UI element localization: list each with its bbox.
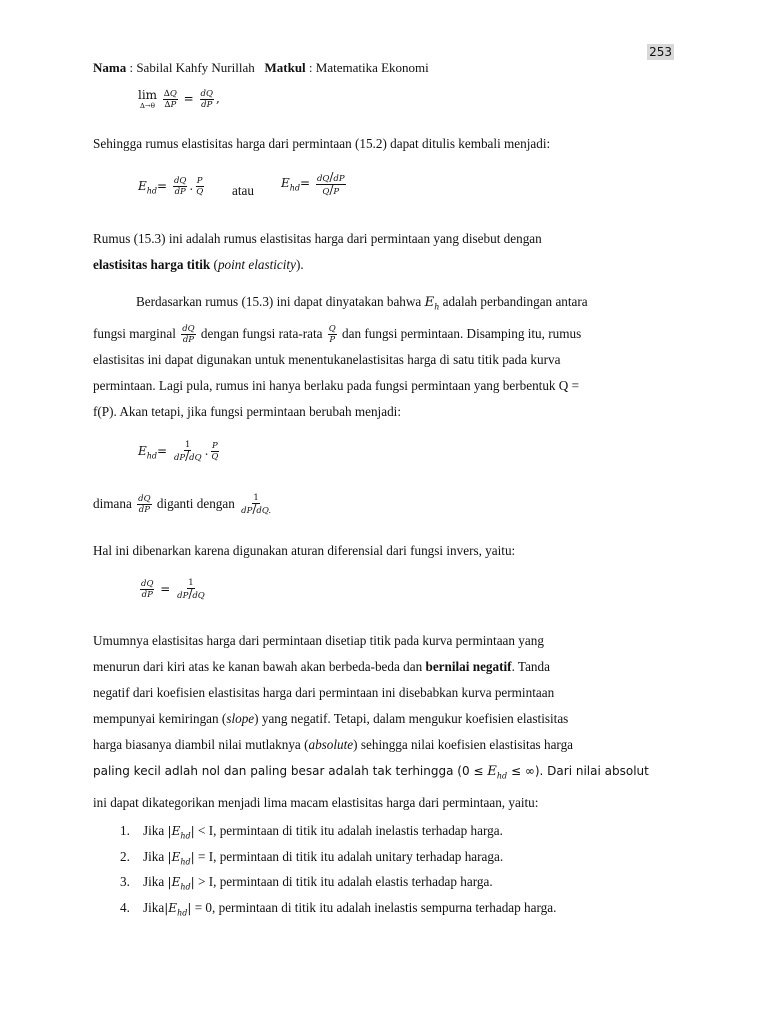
reciprocal-fraction	[173, 440, 203, 463]
text-fragment: Jika	[143, 848, 168, 864]
paragraph-2	[93, 226, 675, 278]
p-q-fraction	[195, 176, 204, 197]
fraction-numerator: Q	[328, 324, 336, 335]
reciprocal-fraction	[176, 578, 206, 601]
derivative-fraction	[200, 89, 214, 110]
dimana-line	[93, 491, 675, 517]
text-fragment: Berdasarkan rumus (15.3) ini dapat dinyatakan bahwa	[136, 294, 425, 309]
absolute-term: absolute	[308, 737, 354, 752]
point-elasticity-italic: point elasticity	[217, 257, 296, 272]
text-fragment: ) sehingga nilai koefisien elastisitas harga	[353, 737, 574, 752]
name-label: Nama	[93, 60, 127, 75]
dot-operator: .	[189, 179, 194, 193]
eh-subscript: h	[434, 302, 440, 312]
text-fragment: < I, permintaan di titik itu adalah inelastis terhadap harga.	[194, 823, 503, 838]
list-number: 4.	[120, 899, 130, 915]
fraction-numerator: dQ	[141, 579, 154, 589]
dp: dP	[333, 174, 345, 184]
course-label: Matkul	[264, 60, 306, 75]
dq-dp-fraction	[140, 579, 154, 600]
dq-dp-fraction	[137, 494, 151, 515]
text-fragment: elastisitas ini dapat digunakan untuk menentukanelastisitas harga di satu titik pada kurva	[93, 351, 561, 367]
paragraph-4: Hal ini dibenarkan karena digunakan aturan diferensial dari fungsi invers, yaitu:	[93, 543, 516, 558]
equals-sign: =	[300, 176, 311, 191]
ehd-symbol: E	[171, 824, 181, 838]
inverse-rule-formula	[138, 578, 208, 601]
average-fraction	[328, 324, 337, 345]
fraction-denominator: dP	[141, 590, 153, 600]
text-fragment: harga biasanya diambil nilai mutlaknya (	[93, 737, 309, 752]
dp: dP	[177, 591, 189, 601]
text-fragment: menurun dari kiri atas ke kanan bawah akan berbeda-beda dan	[93, 659, 426, 674]
fraction-denominator: Q	[211, 452, 219, 462]
text-fragment: = 0, permintaan di titik itu adalah inelastis sempurna terhadap harga.	[191, 899, 557, 915]
text-fragment: . Tanda	[511, 659, 550, 674]
page-number: 253	[649, 45, 672, 59]
delta-q: ∆Q	[163, 88, 177, 99]
abs-ehd	[168, 850, 195, 864]
dq: dQ	[189, 453, 202, 463]
document-header	[93, 60, 429, 76]
text-fragment: ini dapat dikategorikan menjadi lima macam elastisitas harga dari permintaan, yaitu:	[93, 794, 539, 810]
fraction-denominator: P	[329, 335, 336, 346]
ehd-symbol: E	[171, 849, 181, 864]
abs-ehd	[167, 824, 195, 841]
reciprocal-denominator: dP/dQ	[173, 449, 202, 463]
marginal-fraction	[181, 324, 195, 345]
ehd-subscript: hd	[289, 183, 301, 193]
fraction-denominator: Q	[196, 187, 204, 197]
dq: dQ.	[256, 506, 272, 517]
reciprocal-denominator: dP/dQ.	[241, 502, 272, 517]
equals-sign: =	[183, 91, 194, 106]
compound-numerator: dQ/dP	[316, 170, 345, 184]
text-fragment: negatif dari koefisien elastisitas harga dari permintaan ini disebabkan kurva permintaan	[93, 685, 555, 700]
compound-fraction	[316, 172, 346, 197]
fraction-numerator: dQ	[138, 494, 151, 505]
q: Q	[322, 187, 330, 197]
one: 1	[188, 578, 194, 588]
reciprocal-fraction	[240, 493, 272, 516]
ehd-symbol: E	[171, 875, 181, 889]
text-fragment: dengan fungsi rata-rata	[197, 325, 326, 341]
fraction-numerator: P	[196, 176, 203, 186]
ehd-subscript: hd	[177, 907, 188, 917]
fraction-numerator: dQ	[173, 176, 187, 186]
compound-denominator: Q/P	[322, 183, 340, 197]
list-number: 2.	[120, 848, 130, 864]
ehd-subscript: hd	[180, 856, 191, 866]
ehd-symbol: E	[138, 444, 147, 458]
abs-bar: |	[167, 824, 172, 838]
atau-word: atau	[232, 183, 254, 198]
lim-word: lim	[138, 88, 158, 102]
list-number: 1.	[120, 823, 130, 838]
inverse-ehd-formula	[138, 440, 221, 463]
delta-p: ∆P	[164, 99, 177, 110]
abs-bar: |	[167, 849, 172, 864]
paragraph-3	[93, 289, 675, 425]
reciprocal-denominator: dP/dQ	[177, 587, 205, 601]
dq-dp-fraction	[173, 176, 187, 197]
abs-bar: |	[190, 849, 195, 864]
ehd-symbol: E	[281, 176, 290, 191]
text-fragment: > I, permintaan di titik itu adalah elastis terhadap harga.	[194, 874, 493, 889]
text-fragment: Umumnya elastisitas harga dari permintaan disetiap titik pada kurva permintaan yang	[93, 633, 544, 648]
ehd-symbol: E	[168, 900, 178, 915]
dq: dQ	[192, 591, 205, 601]
fraction-numerator: dQ	[182, 324, 195, 335]
text-fragment: mempunyai kemiringan (	[93, 711, 227, 726]
list-item	[120, 869, 680, 895]
abs-bar: |	[164, 900, 169, 915]
eh-symbol: E	[424, 295, 435, 310]
negative-value-term: bernilai negatif	[425, 659, 512, 674]
abs-bar: |	[190, 824, 195, 838]
list-item	[120, 818, 680, 844]
fraction-numerator: P	[212, 441, 218, 451]
list-number: 3.	[120, 874, 130, 889]
ehd-subscript: hd	[180, 831, 191, 841]
paragraph-1: Sehingga rumus elastisitas harga dari permintaan (15.2) dapat ditulis kembali menjadi:	[93, 136, 551, 151]
abs-ehd	[164, 901, 191, 915]
equals-sign: =	[157, 444, 168, 458]
dp: dP	[241, 506, 253, 517]
comma: ,	[215, 91, 220, 106]
dq: dQ	[200, 88, 213, 99]
limit-formula	[138, 88, 220, 110]
text-fragment: dimana	[93, 496, 136, 511]
ehd-formula-right	[281, 172, 348, 197]
dp: dP	[201, 99, 213, 110]
ehd-subscript: hd	[180, 882, 191, 892]
text-fragment: ≤ ∞). Dari nilai absolut	[507, 764, 649, 778]
ehd-formula-left	[138, 176, 206, 197]
ehd-symbol: E	[138, 179, 147, 193]
slope-term: slope	[226, 711, 255, 726]
text-fragment: permintaan. Lagi pula, rumus ini hanya berlaku pada fungsi permintaan yang berbentuk Q =	[93, 377, 580, 393]
fraction-denominator: dP	[174, 187, 186, 197]
one: 1	[253, 493, 259, 504]
ehd-symbol: E	[487, 764, 497, 779]
course-value: : Matematika Ekonomi	[305, 60, 429, 75]
text-fragment: ) yang negatif. Tetapi, dalam mengukur koefisien elastisitas	[254, 711, 569, 726]
point-elasticity-term: elastisitas harga titik	[93, 257, 211, 272]
abs-bar: |	[167, 875, 172, 889]
fraction-denominator: dP	[182, 335, 194, 346]
paragraph-5	[93, 628, 675, 816]
lim-subscript: ∆→θ	[140, 102, 156, 110]
paragraph-2-line-1: Rumus (15.3) ini adalah rumus elastisitas harga dari permintaan yang disebut dengan	[93, 231, 542, 246]
text-fragment: Jika	[143, 899, 165, 915]
text-fragment: (	[210, 257, 218, 272]
text-fragment: ).	[295, 257, 304, 272]
ehd-subscript: hd	[146, 186, 158, 196]
p: P	[333, 187, 340, 197]
text-fragment: f(P). Akan tetapi, jika fungsi permintaan berubah menjadi:	[93, 403, 401, 419]
dp: dP	[173, 453, 186, 463]
ehd-subscript: hd	[146, 451, 158, 461]
text-fragment: adalah perbandingan antara	[439, 294, 588, 309]
elasticity-category-list	[120, 818, 680, 920]
text-fragment: paling kecil adlah nol dan paling besar adalah tak terhingga (0 ≤	[93, 764, 488, 778]
dq: dQ	[316, 174, 330, 184]
equals-sign: =	[160, 582, 171, 596]
text-fragment: Jika	[143, 823, 168, 838]
equals-sign: =	[157, 179, 168, 193]
abs-ehd	[167, 875, 195, 892]
fraction-denominator: dP	[138, 505, 150, 516]
text-fragment: = I, permintaan di titik itu adalah unitary terhadap haraga.	[194, 848, 504, 864]
text-fragment: diganti dengan	[153, 496, 239, 511]
abs-bar: |	[190, 875, 195, 889]
list-item	[120, 895, 680, 921]
abs-bar: |	[187, 900, 192, 915]
delta-fraction	[163, 89, 178, 110]
p-q-fraction	[210, 441, 219, 462]
lim-operator	[138, 88, 157, 110]
ehd-subscript: hd	[496, 771, 508, 781]
name-value: : Sabilal Kahfy Nurillah	[126, 60, 255, 75]
one: 1	[185, 440, 191, 450]
text-fragment: Jika	[143, 874, 168, 889]
list-item	[120, 844, 680, 870]
text-fragment: dan fungsi permintaan. Disamping itu, rumus	[338, 325, 582, 341]
text-fragment: fungsi marginal	[93, 325, 180, 341]
dot-operator: .	[204, 444, 209, 458]
